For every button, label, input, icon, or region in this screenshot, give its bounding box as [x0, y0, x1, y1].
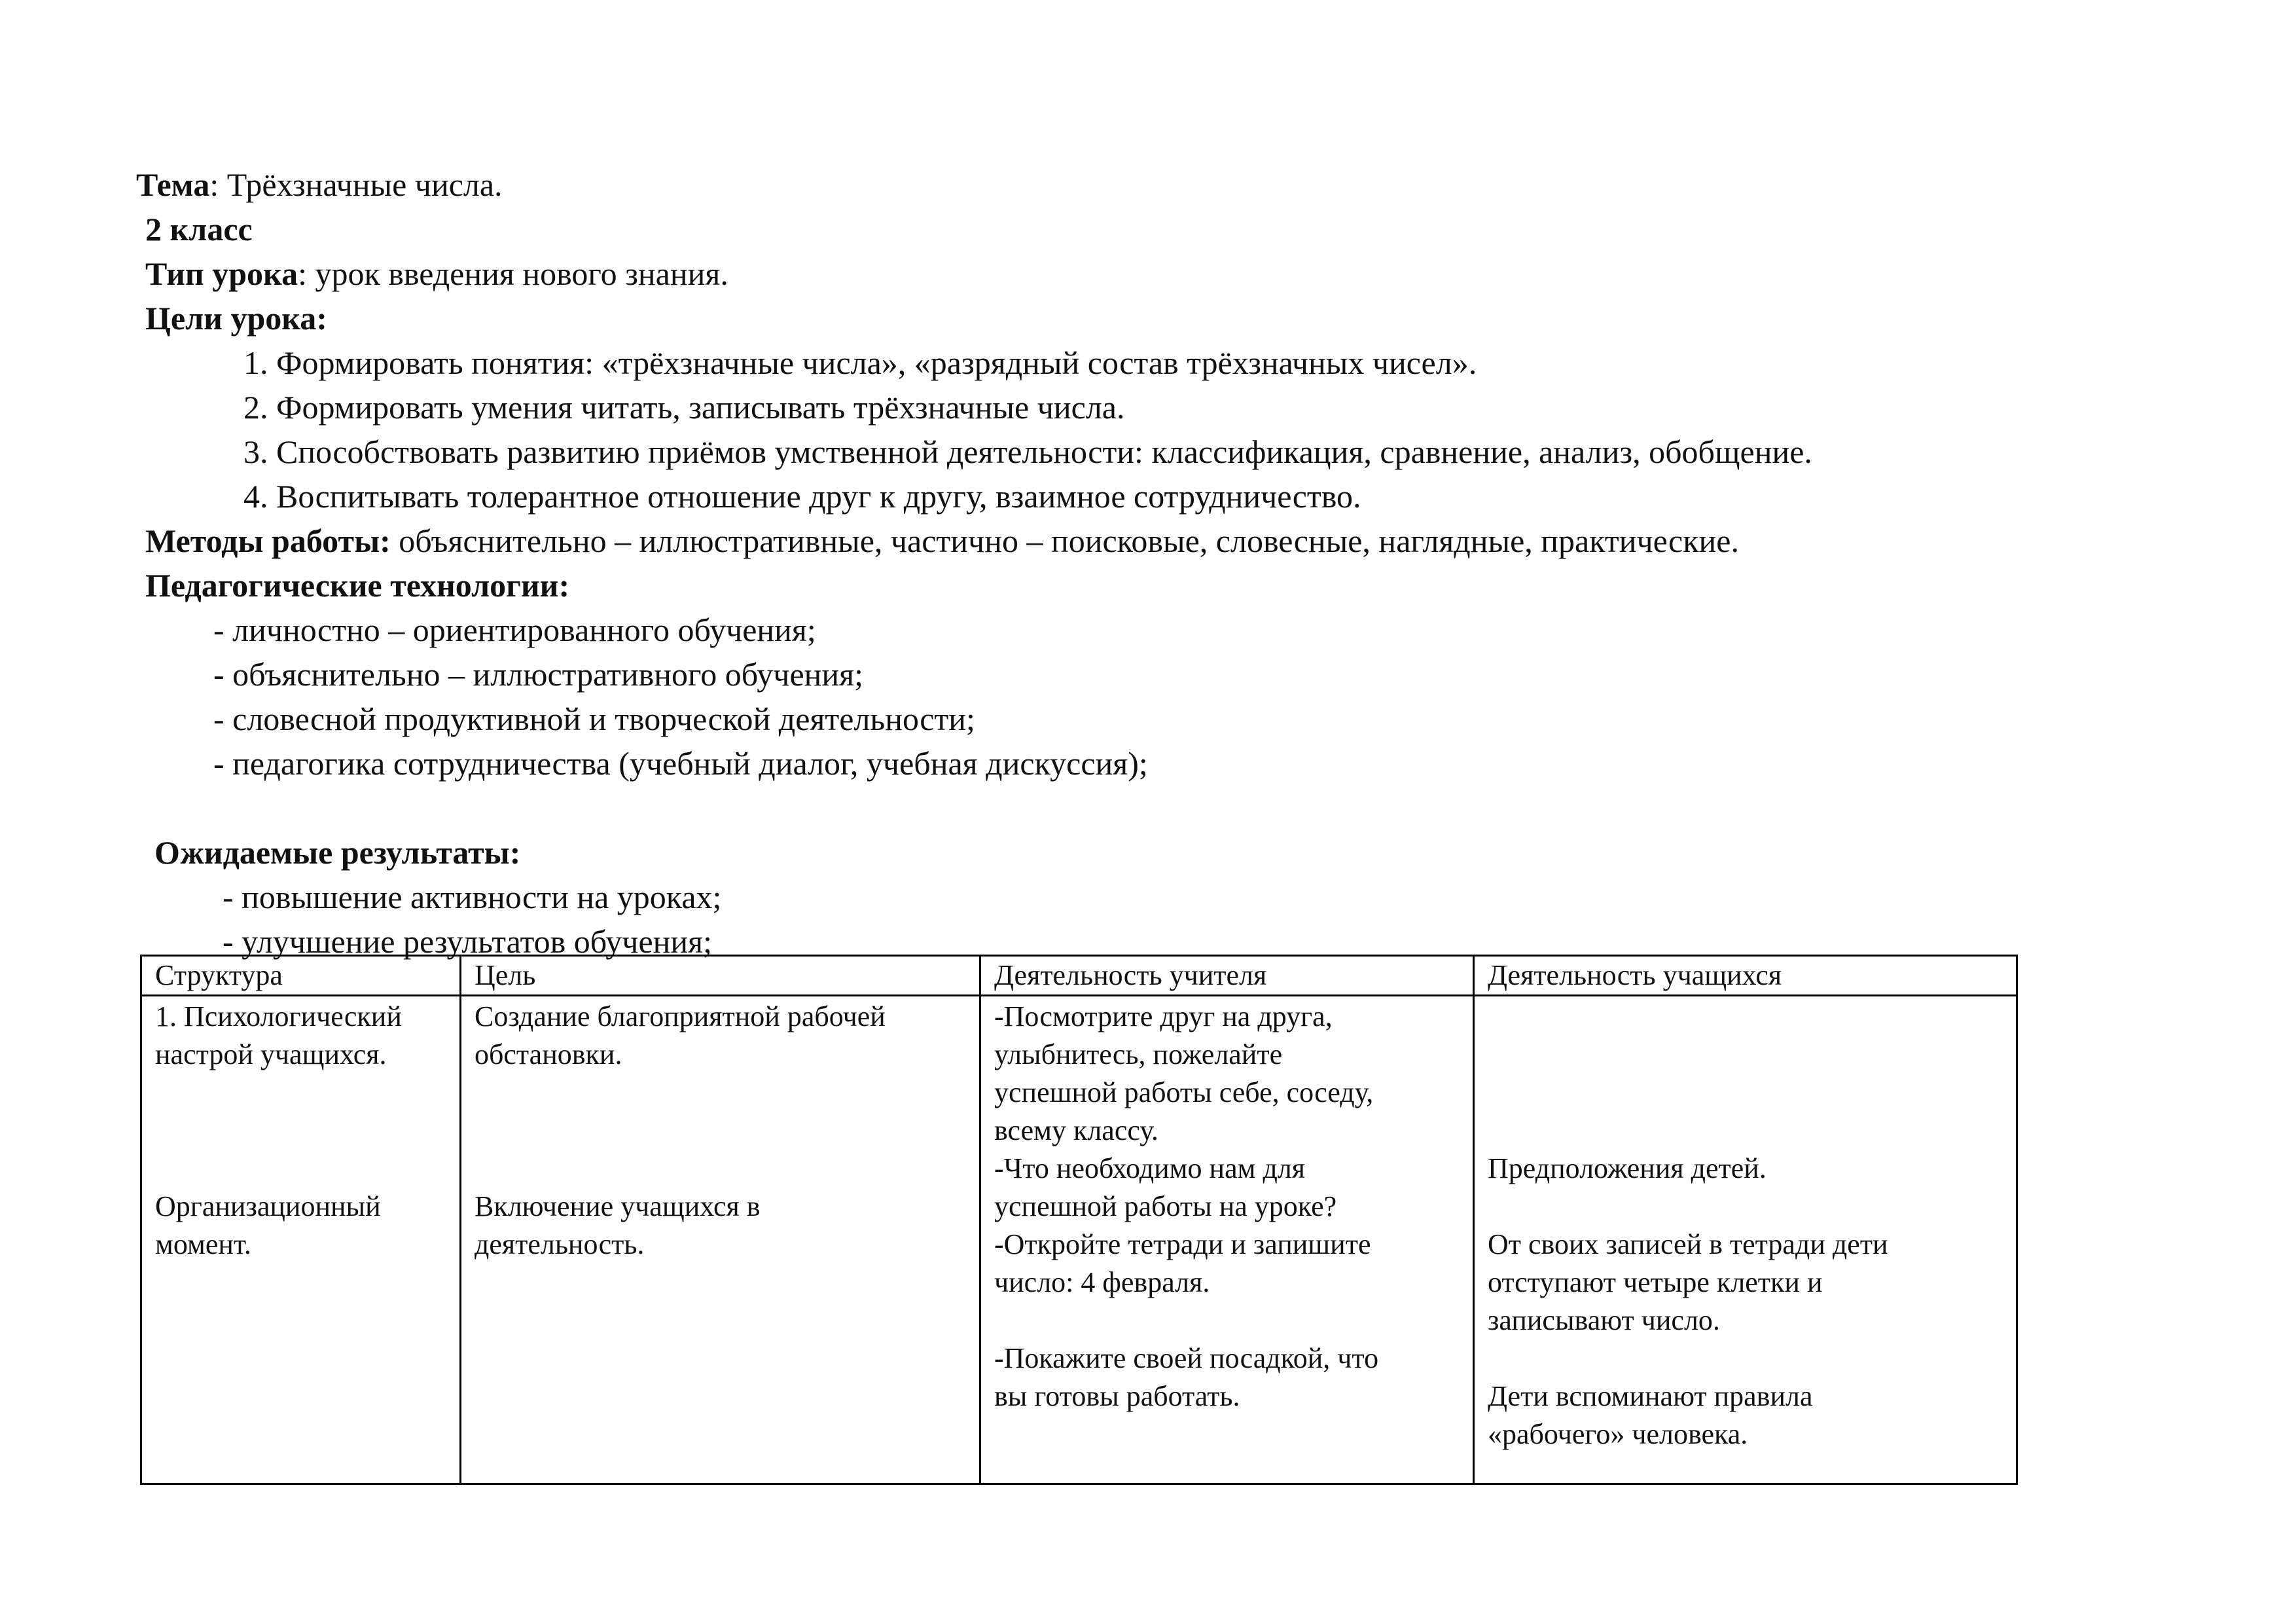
topic-label: Тема: [136, 166, 210, 203]
teacher-activity-cell: [980, 996, 1474, 1484]
topic-value: : Трёхзначные числа.: [209, 166, 503, 203]
lesson-structure-table: [140, 955, 2018, 1485]
structure-psychological: 1. Психологический настрой учащихся.: [155, 1000, 402, 1070]
goal-item: 3. Способствовать развитию приёмов умственной деятельности: классификация, сравнение, анализ, обобщение.: [243, 433, 1812, 470]
technologies-title: Педагогические технологии:: [145, 567, 570, 604]
methods-label: Методы работы:: [145, 522, 391, 559]
lesson-type-label: Тип урока: [145, 255, 298, 292]
result-item: - повышение активности на уроках;: [223, 879, 722, 915]
goal-item: 2. Формировать умения читать, записывать трёхзначные числа.: [243, 389, 1125, 426]
teacher-greeting: -Посмотрите друг на друга, улыбнитесь, пожелайте успешной работы себе, соседу, всему классу.: [994, 1000, 1374, 1146]
column-header-goal: Цель: [461, 956, 980, 996]
methods-value: объяснительно – иллюстративные, частично – поисковые, словесные, наглядные, практические.: [390, 522, 1739, 559]
teacher-posture: -Покажите своей посадкой, что вы готовы работать.: [994, 1342, 1379, 1412]
column-header-teacher-activity: Деятельность учителя: [980, 956, 1474, 996]
lesson-type-value: : урок введения нового знания.: [298, 255, 728, 292]
technology-item: - личностно – ориентированного обучения;: [213, 611, 816, 648]
structure-cell: [141, 996, 461, 1484]
students-guesses: Предположения детей.: [1488, 1152, 1767, 1184]
technology-item: - педагогика сотрудничества (учебный диалог, учебная дискуссия);: [213, 745, 1148, 782]
teacher-question: -Что необходимо нам для успешной работы на уроке?: [994, 1152, 1337, 1222]
students-rules: Дети вспоминают правила «рабочего» человека.: [1488, 1380, 1813, 1450]
methods-line: [145, 519, 1739, 563]
results-title: Ожидаемые результаты:: [154, 834, 521, 871]
students-notebooks: От своих записей в тетради дети отступают четыре клетки и записывают число.: [1488, 1228, 1888, 1336]
table-header-row: [141, 956, 2017, 996]
goals-title: Цели урока:: [145, 300, 327, 337]
topic-line: [136, 162, 503, 207]
teacher-notebooks: -Откройте тетради и запишите число: 4 февраля.: [994, 1228, 1371, 1298]
goal-inclusion: Включение учащихся в деятельность.: [475, 1190, 761, 1260]
goal-atmosphere: Создание благоприятной рабочей обстановки.: [475, 1000, 886, 1070]
goal-item: 4. Воспитывать толерантное отношение друг к другу, взаимное сотрудничество.: [243, 478, 1361, 515]
result-item: - улучшение результатов обучения;: [223, 923, 713, 960]
technology-item: - словесной продуктивной и творческой деятельности;: [213, 701, 975, 737]
column-header-structure: Структура: [141, 956, 461, 996]
goal-item: 1. Формировать понятия: «трёхзначные числа», «разрядный состав трёхзначных чисел».: [243, 344, 1477, 381]
structure-organizational: Организационный момент.: [155, 1190, 381, 1260]
grade: 2 класс: [145, 211, 253, 247]
table-row: [141, 996, 2017, 1484]
technology-item: - объяснительно – иллюстративного обучения;: [213, 656, 864, 693]
column-header-student-activity: Деятельность учащихся: [1474, 956, 2017, 996]
student-activity-cell: [1474, 996, 2017, 1484]
lesson-type-line: [145, 251, 728, 296]
goal-cell: [461, 996, 980, 1484]
